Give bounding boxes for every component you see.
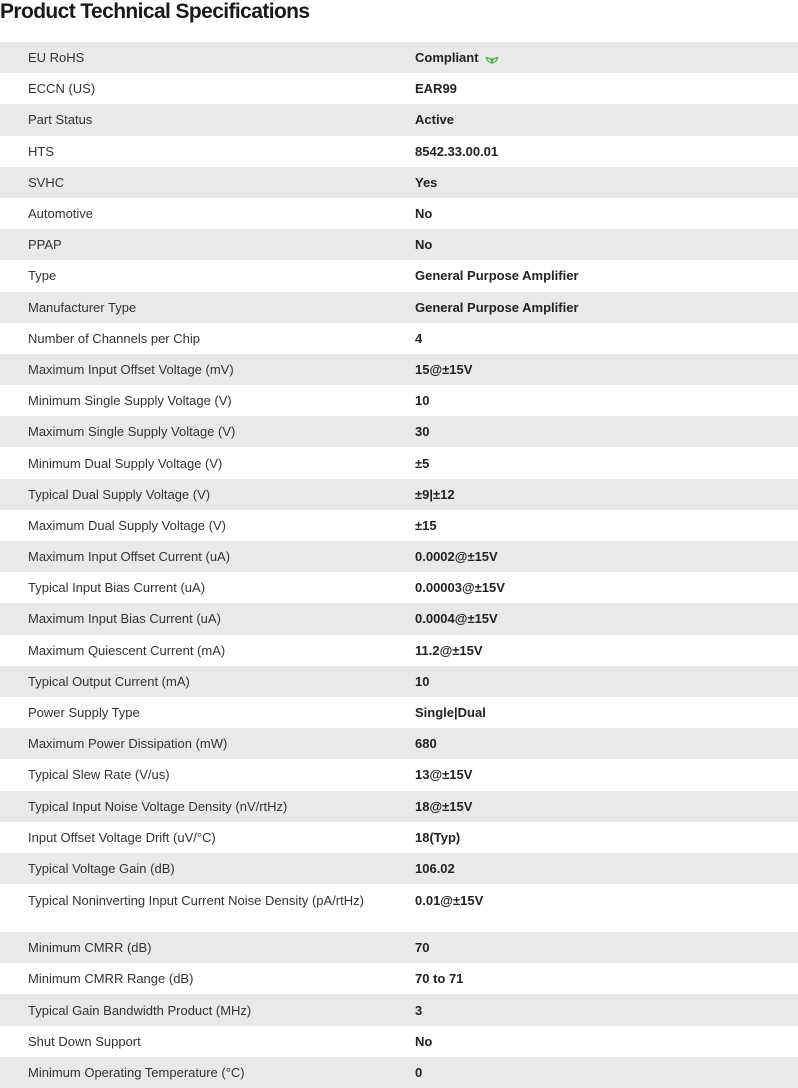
spec-label: Type: [28, 268, 57, 284]
spec-row: [0, 603, 798, 634]
spec-row: [0, 791, 798, 822]
spec-value-text: 11.2@±15V: [415, 642, 483, 658]
spec-row: [0, 167, 798, 198]
spec-label: Maximum Quiescent Current (mA): [28, 642, 226, 658]
spec-value: [388, 1034, 798, 1049]
spec-value: [388, 300, 798, 315]
spec-row: [0, 385, 798, 416]
spec-value-text: General Purpose Amplifier: [415, 268, 579, 284]
spec-value: [388, 549, 798, 564]
spec-label: Shut Down Support: [28, 1033, 141, 1049]
spec-value-text: EAR99: [415, 81, 457, 97]
spec-value: [388, 767, 798, 782]
spec-value: [388, 424, 798, 439]
spec-label: Manufacturer Type: [28, 299, 137, 315]
spec-value-text: 4: [415, 330, 423, 346]
spec-value-text: 0.0002@±15V: [415, 549, 498, 565]
spec-value-text: 70: [415, 940, 430, 956]
spec-value: [388, 1065, 798, 1080]
spec-label: Maximum Power Dissipation (mW): [28, 736, 228, 752]
spec-table: [0, 42, 798, 1088]
spec-label: Minimum CMRR Range (dB): [28, 971, 194, 987]
spec-value-text: 3: [415, 1002, 423, 1018]
spec-value: [388, 518, 798, 533]
spec-row: [0, 42, 798, 73]
spec-value: [388, 112, 798, 127]
spec-value-text: 10: [415, 393, 430, 409]
spec-value-text: No: [415, 1033, 433, 1049]
spec-value: [388, 940, 798, 955]
spec-label: Minimum Dual Supply Voltage (V): [28, 455, 223, 471]
spec-value: [388, 830, 798, 845]
spec-label: SVHC: [28, 174, 65, 190]
spec-value: [388, 456, 798, 471]
spec-label: Typical Voltage Gain (dB): [28, 860, 175, 876]
spec-value-text: General Purpose Amplifier: [415, 299, 579, 315]
spec-value-text: 8542.33.00.01: [415, 143, 499, 159]
spec-label: PPAP: [28, 237, 62, 253]
spec-value-text: 10: [415, 673, 430, 689]
spec-value: [388, 580, 798, 595]
spec-label: Input Offset Voltage Drift (uV/°C): [28, 829, 216, 845]
spec-row: [0, 541, 798, 572]
spec-value: [388, 237, 798, 252]
spec-value: [388, 331, 798, 346]
spec-row: [0, 822, 798, 853]
spec-value: [388, 971, 798, 986]
spec-value: [388, 799, 798, 814]
spec-row: [0, 635, 798, 666]
spec-row: [0, 697, 798, 728]
spec-label: HTS: [28, 143, 54, 159]
spec-value-text: ±5: [415, 455, 430, 471]
spec-value-text: No: [415, 206, 433, 222]
spec-value-text: Single|Dual: [415, 705, 486, 721]
spec-label: Typical Output Current (mA): [28, 673, 190, 689]
spec-label: Maximum Single Supply Voltage (V): [28, 424, 236, 440]
spec-row: [0, 1057, 798, 1088]
spec-value: [388, 611, 798, 626]
spec-row: [0, 853, 798, 884]
spec-value-text: 13@±15V: [415, 767, 473, 783]
spec-row: [0, 932, 798, 963]
spec-value-text: Compliant: [415, 50, 479, 66]
spec-row: [0, 572, 798, 603]
spec-row: [0, 510, 798, 541]
spec-row: [0, 666, 798, 697]
spec-value: [388, 1003, 798, 1018]
spec-value: [388, 144, 798, 159]
spec-row: [0, 136, 798, 167]
spec-value-text: 0.01@±15V: [415, 893, 484, 909]
spec-label: Automotive: [28, 206, 94, 222]
spec-value: [388, 268, 798, 283]
spec-row: [0, 229, 798, 260]
spec-value-text: 15@±15V: [415, 361, 473, 377]
spec-label: Typical Input Bias Current (uA): [28, 580, 206, 596]
spec-value: [388, 362, 798, 377]
spec-row: [0, 73, 798, 104]
spec-label: Typical Input Noise Voltage Density (nV/rtHz): [28, 798, 288, 814]
spec-label: Typical Gain Bandwidth Product (MHz): [28, 1002, 252, 1018]
spec-value-text: 0.00003@±15V: [415, 580, 505, 596]
spec-label: Typical Dual Supply Voltage (V): [28, 486, 211, 502]
spec-row: [0, 884, 798, 932]
spec-label: Number of Channels per Chip: [28, 330, 200, 346]
spec-value-text: 680: [415, 736, 437, 752]
spec-row: [0, 759, 798, 790]
spec-value: [388, 206, 798, 221]
spec-value: [388, 705, 798, 720]
spec-row: [0, 198, 798, 229]
spec-label: Part Status: [28, 112, 93, 128]
spec-value-text: ±15: [415, 517, 437, 533]
spec-row: [0, 1026, 798, 1057]
spec-value-text: 18@±15V: [415, 798, 473, 814]
spec-row: [0, 416, 798, 447]
spec-value-text: 30: [415, 424, 430, 440]
spec-value-text: 0.0004@±15V: [415, 611, 498, 627]
spec-row: [0, 323, 798, 354]
spec-label: Minimum Operating Temperature (°C): [28, 1064, 245, 1080]
spec-label: Maximum Input Offset Voltage (mV): [28, 361, 234, 377]
spec-value: [388, 393, 798, 408]
spec-row: [0, 104, 798, 135]
spec-value-text: ±9|±12: [415, 486, 455, 502]
spec-value: [388, 861, 798, 876]
page-title: Product Technical Specifications: [0, 0, 310, 23]
spec-label: EU RoHS: [28, 50, 85, 66]
spec-row: [0, 260, 798, 291]
spec-value-text: No: [415, 237, 433, 253]
leaf-icon: [485, 52, 499, 64]
spec-label: Minimum CMRR (dB): [28, 940, 152, 956]
spec-row: [0, 963, 798, 994]
spec-row: [0, 447, 798, 478]
spec-label: Typical Slew Rate (V/us): [28, 767, 170, 783]
spec-label: Typical Noninverting Input Current Noise Density (pA/rtHz): [28, 893, 364, 909]
spec-value-text: 0: [415, 1064, 423, 1080]
spec-value-text: 106.02: [415, 860, 455, 876]
spec-value: [388, 643, 798, 658]
spec-value-text: 18(Typ): [415, 829, 461, 845]
spec-row: [0, 994, 798, 1025]
spec-value: [388, 175, 798, 190]
spec-row: [0, 479, 798, 510]
spec-value-text: Yes: [415, 174, 438, 190]
spec-value: [388, 50, 798, 65]
spec-value-text: 70 to 71: [415, 971, 464, 987]
spec-value: [388, 736, 798, 751]
spec-value: [388, 81, 798, 96]
spec-label: Power Supply Type: [28, 705, 140, 721]
spec-label: ECCN (US): [28, 81, 96, 97]
spec-row: [0, 292, 798, 323]
spec-value: [388, 487, 798, 502]
spec-row: [0, 354, 798, 385]
spec-value: [388, 674, 798, 689]
spec-label: Maximum Dual Supply Voltage (V): [28, 517, 226, 533]
spec-label: Minimum Single Supply Voltage (V): [28, 393, 232, 409]
spec-label: Maximum Input Bias Current (uA): [28, 611, 221, 627]
spec-value: [388, 893, 798, 908]
spec-row: [0, 728, 798, 759]
spec-label: Maximum Input Offset Current (uA): [28, 549, 231, 565]
spec-value-text: Active: [415, 112, 455, 128]
